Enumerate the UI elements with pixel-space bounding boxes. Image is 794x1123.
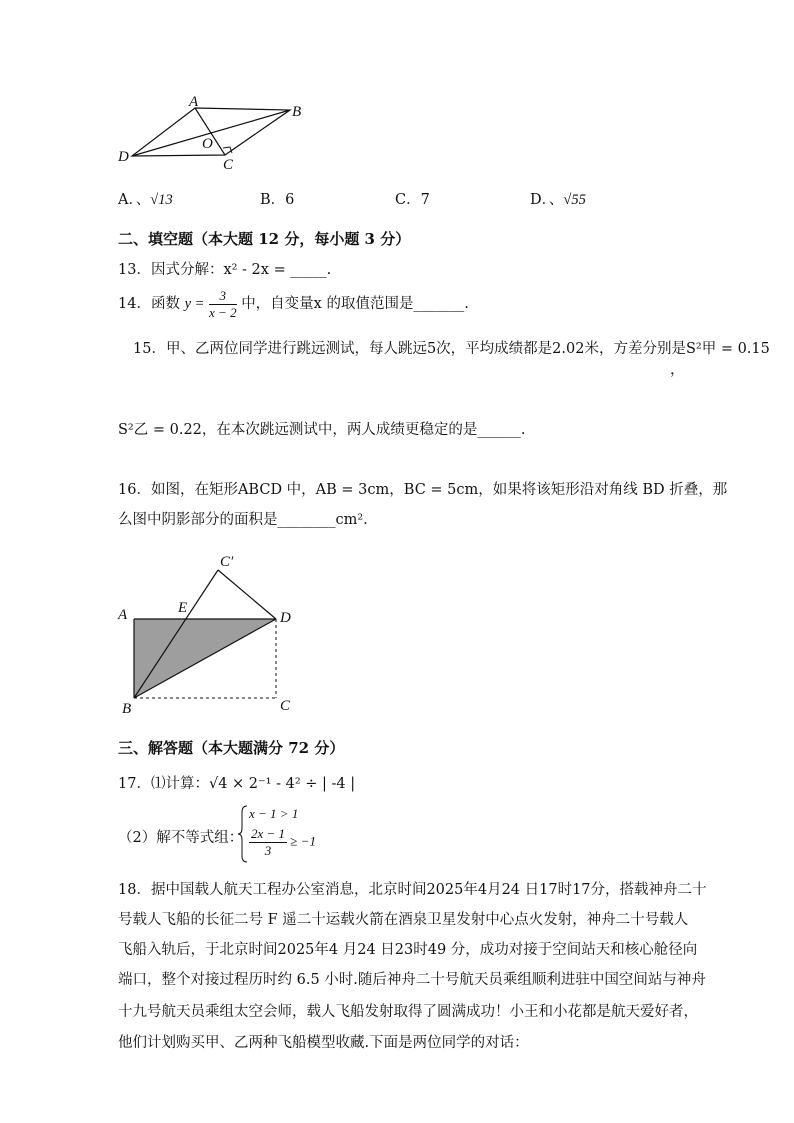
- section-title-solutions: 三、解答题（本大题满分 72 分）: [118, 739, 345, 757]
- fraction: $\frac{3}{x - 2}$: [209, 287, 237, 320]
- option-b: B．6: [260, 192, 295, 208]
- label-D: D: [280, 610, 291, 626]
- question-18-line: 飞船入轨后，于北京时间2025年4 月24 日23时49 分，成功对接于空间站天和核心舱径向: [118, 942, 698, 958]
- folded-rectangle-figure: [110, 548, 310, 718]
- label-B: B: [122, 701, 132, 717]
- system-brace: [237, 804, 249, 864]
- question-16-line1: 16．如图，在矩形ABCD 中，AB = 3cm，BC = 5cm，如果将该矩形沿对角线 BD 折叠，那: [118, 482, 728, 498]
- label-E: E: [178, 600, 188, 616]
- question-17-part1: 17．⑴计算：√4 × 2⁻¹ - 4² ÷ | -4 |: [118, 776, 356, 792]
- inequality-1: x − 1 > 1: [249, 806, 299, 821]
- label-C: C: [280, 698, 291, 714]
- question-18-line: 端口，整个对接过程历时约 6.5 小时.随后神舟二十号航天员乘组顺利进驻中国空间站与神舟: [118, 972, 706, 988]
- option-d: D．、√55: [530, 192, 586, 208]
- option-c: C．7: [395, 192, 430, 208]
- question-13: 13．因式分解：x² - 2x = _____.: [118, 262, 332, 278]
- label-A: A: [189, 94, 199, 110]
- question-15-comma: ，: [670, 362, 685, 378]
- question-15-line2: S²乙 = 0.22，在本次跳远测试中，两人成绩更稳定的是______.: [118, 422, 526, 438]
- parallelogram-figure: [110, 90, 310, 175]
- section-title-fill-in: 二、填空题（本大题 12 分，每小题 3 分）: [118, 230, 411, 248]
- question-16-line2: 么图中阴影部分的面积是________cm².: [118, 512, 368, 528]
- question-14: 14．函数 y = $\frac{3}{x - 2}$ 中，自变量x 的取值范围是_______.: [118, 287, 469, 320]
- option-a: A．、√13: [118, 192, 173, 208]
- label-A: A: [118, 607, 128, 623]
- question-18-line: 号载人飞船的长征二号 F 遥二十运载火箭在酒泉卫星发射中心点火发射，神舟二十号载人: [118, 912, 689, 928]
- label-C: C: [223, 157, 234, 173]
- label-Cprime: C′: [220, 554, 234, 570]
- question-17-part2-label: （2）解不等式组：: [118, 830, 244, 846]
- label-O: O: [202, 136, 213, 152]
- inequality-2: $\frac{2x - 1}{3}$ ≥ −1: [251, 826, 316, 858]
- question-18-line: 十九号航天员乘组太空会师，载人飞船发射取得了圆满成功！小王和小花都是航天爱好者，: [118, 1004, 698, 1020]
- question-18-line: 18．据中国载人航天工程办公室消息，北京时间2025年4月24 日17时17分，搭载神舟二十: [118, 882, 707, 898]
- question-18-line: 他们计划购买甲、乙两种飞船模型收藏.下面是两位同学的对话：: [118, 1035, 529, 1051]
- question-15-line1: 15．甲、乙两位同学进行跳远测试，每人跳远5次，平均成绩都是2.02米，方差分别是S²甲 = 0.15: [133, 341, 770, 357]
- label-B: B: [292, 104, 302, 120]
- label-D: D: [118, 149, 129, 165]
